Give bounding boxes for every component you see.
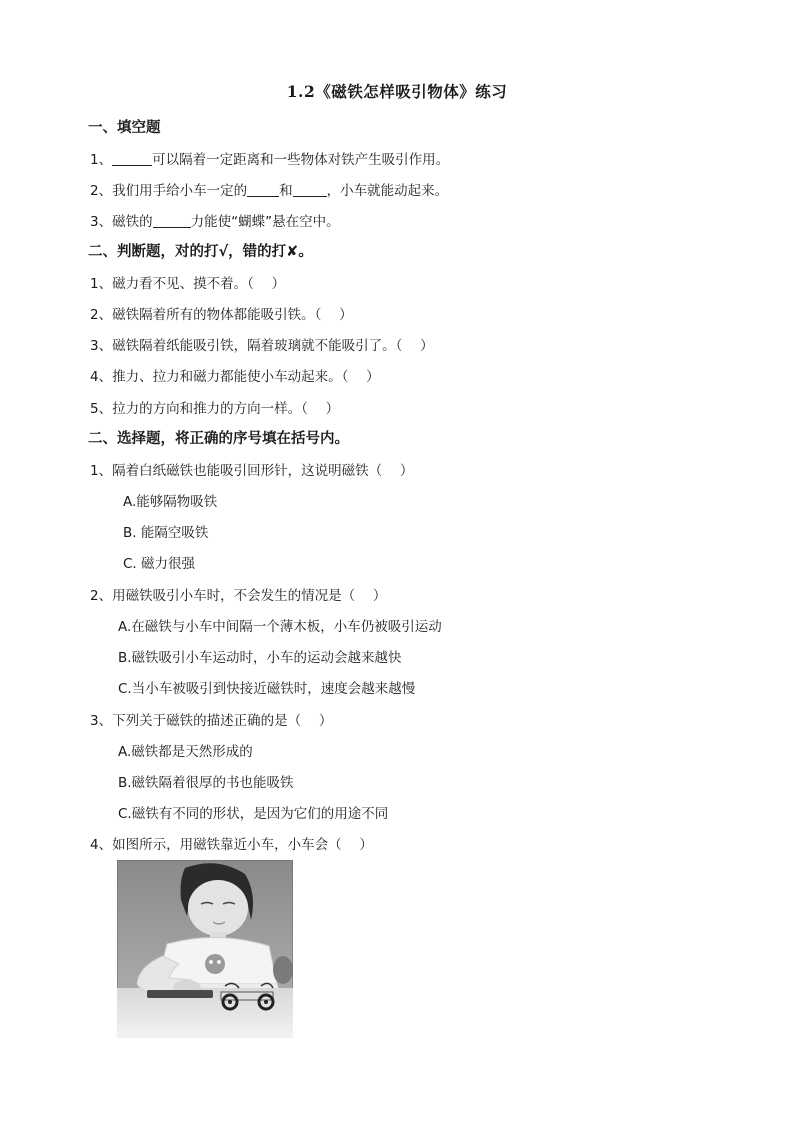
- fill-q2-text-c: ，小车就能动起来。: [326, 183, 449, 199]
- choice-question-1: 1、隔着白纸磁铁也能吸引回形针，这说明磁铁（ ）: [90, 463, 414, 479]
- fill-question-1: [90, 148, 449, 168]
- choice-q1-option-b: B. 能隔空吸铁: [123, 525, 209, 541]
- judge-question-4: 4、推力、拉力和磁力都能使小车动起来。（ ）: [90, 369, 380, 385]
- choice-q2-option-c: C.当小车被吸引到快接近磁铁时，速度会越来越慢: [118, 681, 416, 697]
- fill-q1-text: 可以隔着一定距离和一些物体对铁产生吸引作用。: [152, 152, 450, 168]
- answer-blank: [247, 182, 279, 197]
- fill-question-2: [90, 179, 448, 199]
- fill-q2-text-b: 和: [279, 183, 293, 199]
- section-fill-heading: 一、填空题: [88, 120, 161, 136]
- section-choice-heading: 二、选择题，将正确的序号填在括号内。: [88, 431, 349, 447]
- choice-question-2: 2、用磁铁吸引小车时，不会发生的情况是（ ）: [90, 588, 387, 604]
- judge-question-1: 1、磁力看不见、摸不着。（ ）: [90, 276, 286, 292]
- answer-blank: [293, 182, 327, 197]
- page-title: 1.2《磁铁怎样吸引物体》练习: [286, 82, 508, 101]
- judge-question-3: 3、磁铁隔着纸能吸引铁，隔着玻璃就不能吸引了。（ ）: [90, 338, 434, 354]
- answer-blank: [112, 151, 152, 166]
- answer-blank: [153, 213, 191, 228]
- girl-magnet-car-photo: [117, 860, 293, 1038]
- fill-question-3: [90, 210, 340, 230]
- judge-question-5: 5、拉力的方向和推力的方向一样。（ ）: [90, 401, 340, 417]
- fill-q3-text-a: 3、磁铁的: [90, 214, 153, 230]
- fill-q2-text-a: 2、我们用手给小车一定的: [90, 183, 248, 199]
- judge-question-2: 2、磁铁隔着所有的物体都能吸引铁。（ ）: [90, 307, 353, 323]
- fill-q3-text-b: 力能使“蝴蝶”悬在空中。: [190, 214, 340, 230]
- choice-q1-option-a: A.能够隔物吸铁: [123, 494, 218, 510]
- choice-q3-option-a: A.磁铁都是天然形成的: [118, 744, 253, 760]
- fill-q1-number: 1、: [90, 152, 113, 168]
- choice-question-4: 4、如图所示，用磁铁靠近小车，小车会（ ）: [90, 837, 373, 853]
- choice-question-3: 3、下列关于磁铁的描述正确的是（ ）: [90, 713, 333, 729]
- choice-q3-option-b: B.磁铁隔着很厚的书也能吸铁: [118, 775, 294, 791]
- choice-q2-option-a: A.在磁铁与小车中间隔一个薄木板，小车仍被吸引运动: [118, 619, 442, 635]
- choice-q2-option-b: B.磁铁吸引小车运动时，小车的运动会越来越快: [118, 650, 402, 666]
- section-judge-heading: 二、判断题，对的打√，错的打✘。: [88, 244, 313, 260]
- choice-q1-option-c: C. 磁力很强: [123, 556, 196, 572]
- choice-q3-option-c: C.磁铁有不同的形状，是因为它们的用途不同: [118, 806, 389, 822]
